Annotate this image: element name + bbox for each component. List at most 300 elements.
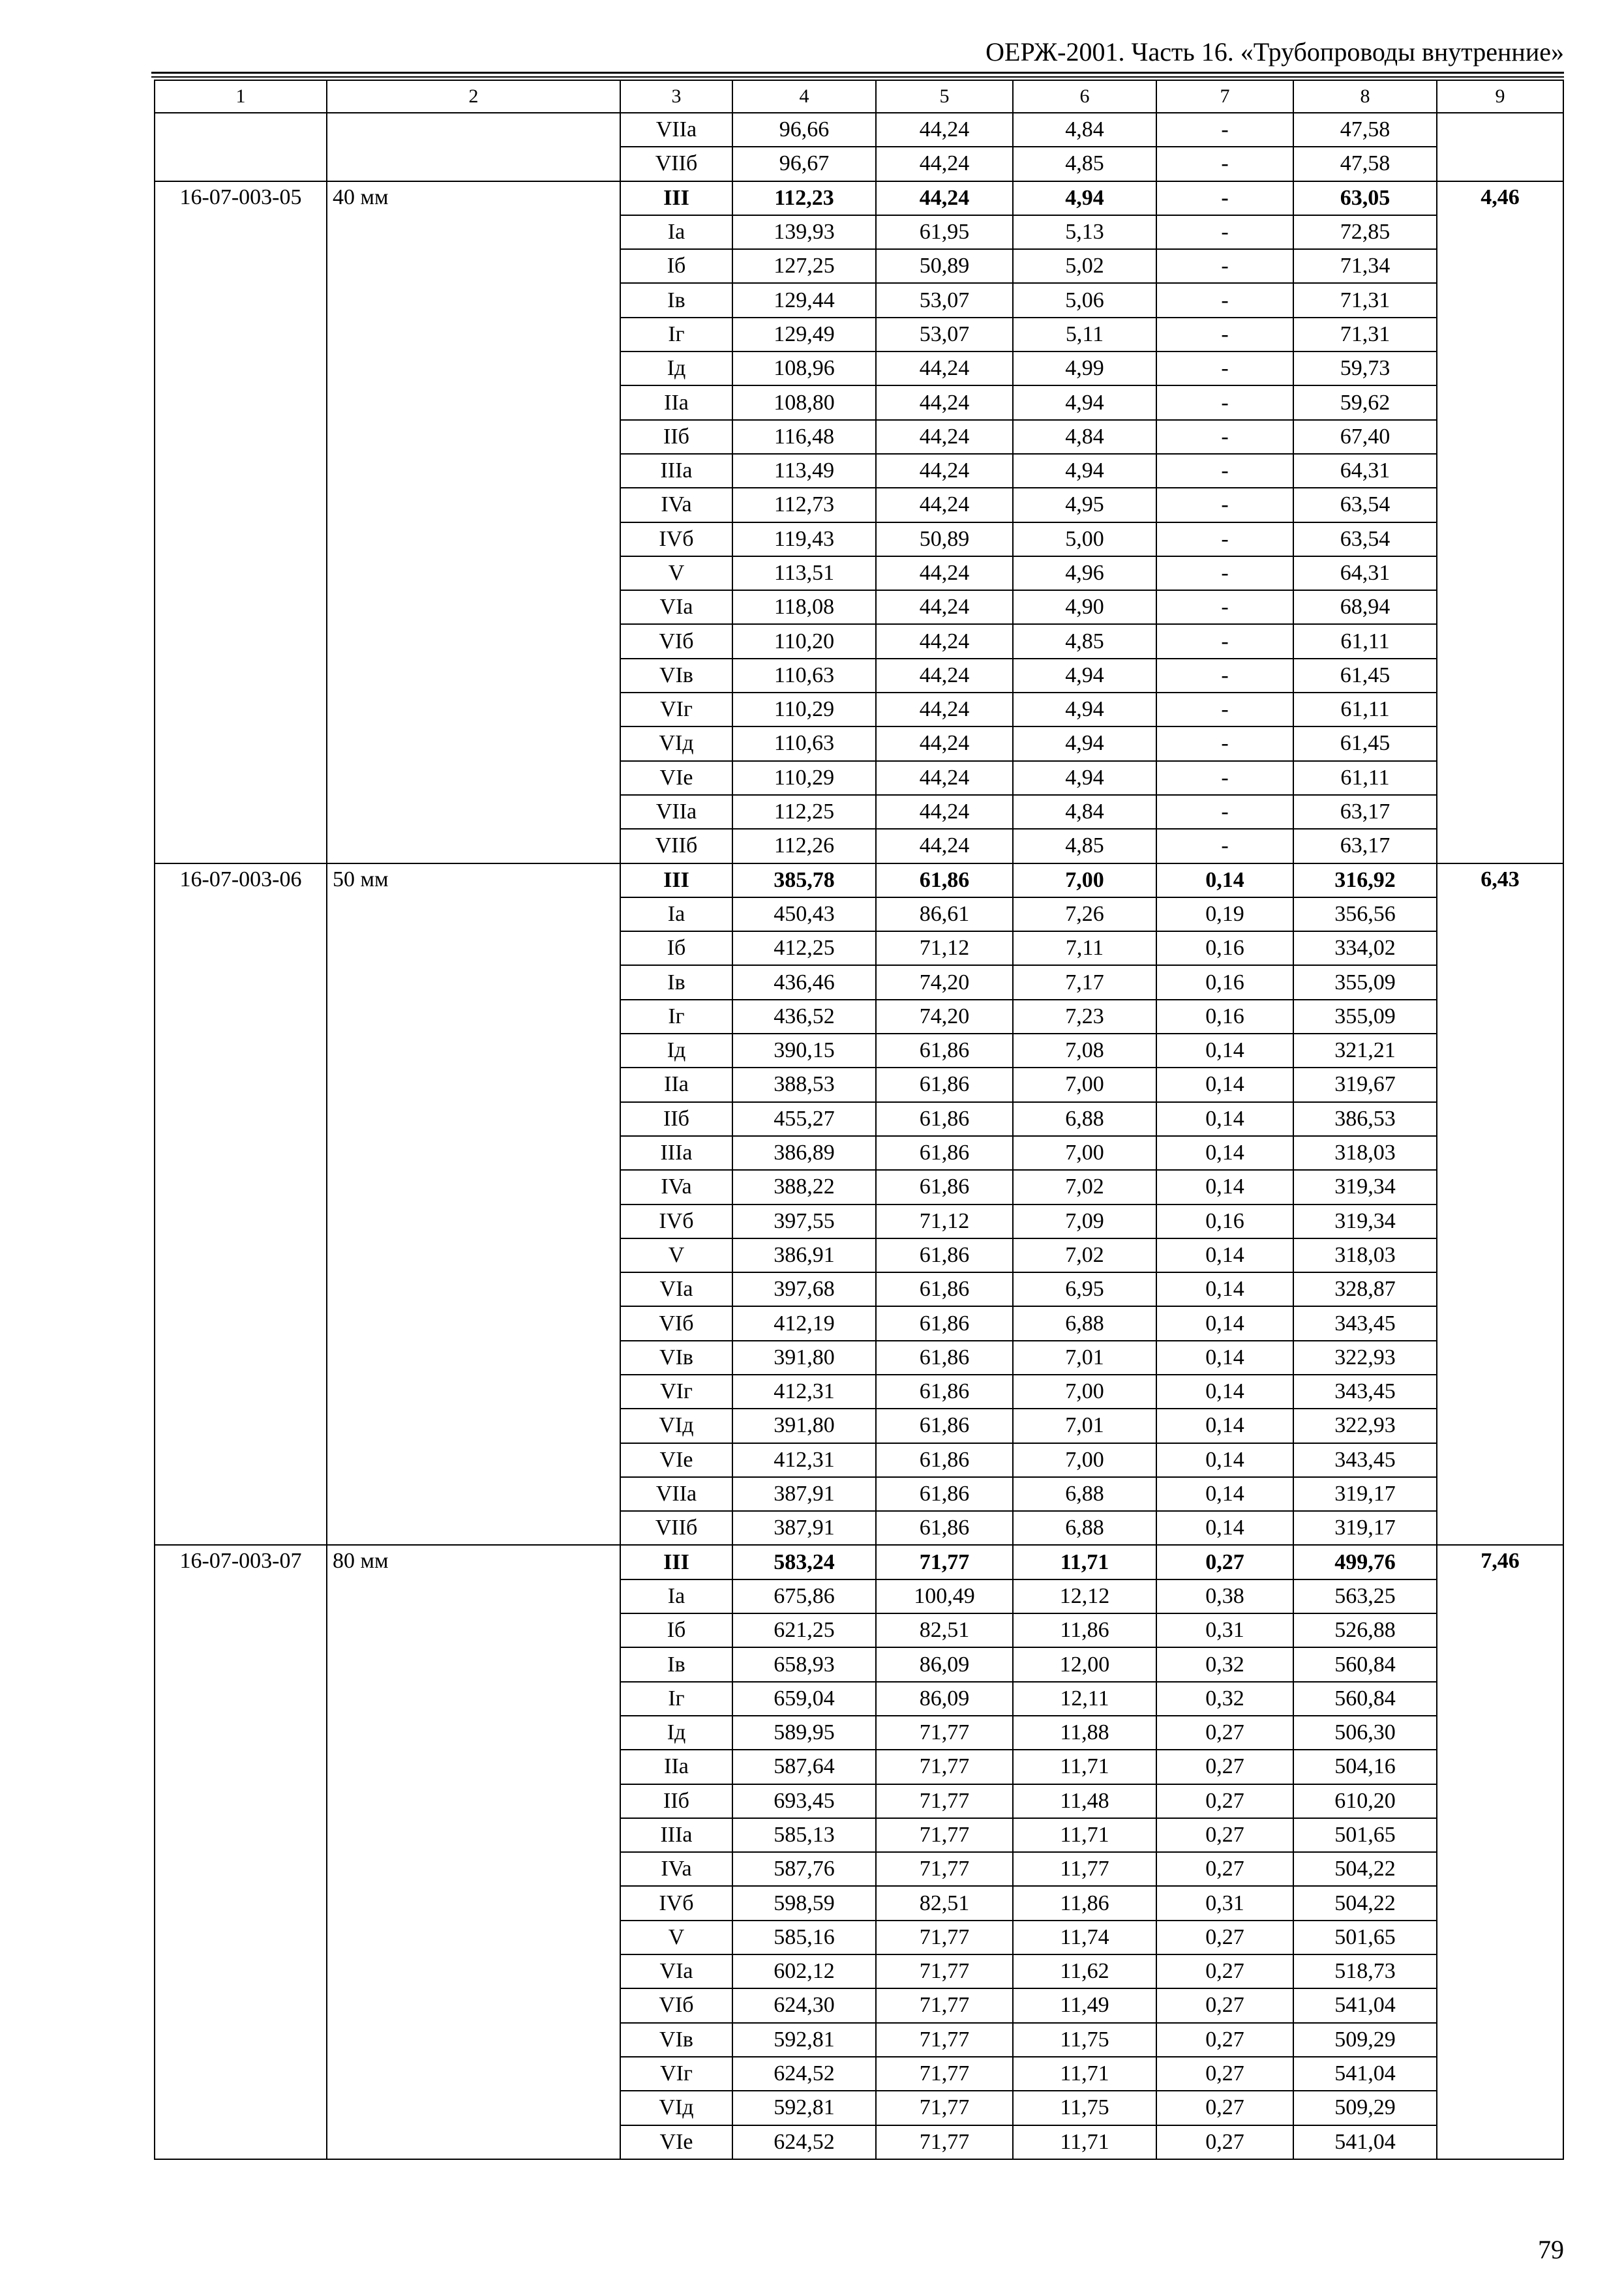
cost-machines: 12,00	[1013, 1647, 1156, 1681]
cost-machines: 7,09	[1013, 1204, 1156, 1238]
cost-wages: 86,61	[876, 897, 1013, 931]
cost-total: 108,80	[732, 385, 876, 419]
cost-machines: 7,17	[1013, 965, 1156, 999]
rate-code: 16-07-003-07	[155, 1545, 327, 2159]
cost-total: 386,89	[732, 1136, 876, 1170]
cost-wages: 71,12	[876, 931, 1013, 965]
cost-total: 583,24	[732, 1545, 876, 1579]
cost-total: 587,76	[732, 1852, 876, 1886]
cost-machinists-wages: 0,14	[1156, 1341, 1293, 1375]
cost-total: 129,49	[732, 318, 876, 352]
cost-machines: 4,94	[1013, 181, 1156, 215]
cost-wages: 44,24	[876, 624, 1013, 658]
zone-cell: VIa	[620, 1272, 732, 1306]
cost-machines: 4,94	[1013, 659, 1156, 693]
cost-machines: 6,88	[1013, 1477, 1156, 1511]
cost-wages: 61,86	[876, 1102, 1013, 1136]
cost-machines: 4,96	[1013, 556, 1156, 590]
cost-total: 110,63	[732, 659, 876, 693]
cost-machinists-wages: 0,14	[1156, 1443, 1293, 1477]
table-row	[155, 113, 1563, 147]
cost-machinists-wages: 0,27	[1156, 2091, 1293, 2125]
cost-wages: 61,86	[876, 1443, 1013, 1477]
rate-code: 16-07-003-05	[155, 181, 327, 863]
zone-cell: VIIa	[620, 113, 732, 147]
cost-machinists-wages: 0,27	[1156, 2023, 1293, 2057]
cost-wages: 71,12	[876, 1204, 1013, 1238]
zone-cell: Iг	[620, 318, 732, 352]
cost-total: 387,91	[732, 1511, 876, 1545]
cost-wages: 44,24	[876, 726, 1013, 760]
zone-cell: IIIa	[620, 454, 732, 488]
cost-wages: 71,77	[876, 1784, 1013, 1818]
cost-materials: 319,67	[1293, 1068, 1437, 1101]
cost-total: 624,30	[732, 1988, 876, 2022]
cost-machines: 4,94	[1013, 693, 1156, 726]
cost-wages: 61,86	[876, 1409, 1013, 1443]
cost-wages: 44,24	[876, 693, 1013, 726]
cost-machinists-wages: 0,32	[1156, 1647, 1293, 1681]
cost-machinists-wages: 0,14	[1156, 1068, 1293, 1101]
cost-wages: 44,24	[876, 352, 1013, 385]
zone-cell: IIIa	[620, 1136, 732, 1170]
cost-total: 110,29	[732, 761, 876, 795]
zone-cell: IIIa	[620, 1818, 732, 1852]
column-number: 3	[620, 80, 732, 113]
cost-materials: 504,22	[1293, 1852, 1437, 1886]
cost-total: 436,46	[732, 965, 876, 999]
cost-total: 675,86	[732, 1579, 876, 1613]
cost-machinists-wages: 0,19	[1156, 897, 1293, 931]
cost-total: 602,12	[732, 1954, 876, 1988]
cost-wages: 71,77	[876, 1921, 1013, 1954]
cost-materials: 316,92	[1293, 863, 1437, 897]
cost-total: 390,15	[732, 1034, 876, 1068]
zone-cell: VIг	[620, 1375, 732, 1409]
coefficient-cell	[1437, 113, 1563, 181]
cost-machines: 11,71	[1013, 2125, 1156, 2159]
cost-wages: 44,24	[876, 420, 1013, 454]
cost-wages: 61,86	[876, 1272, 1013, 1306]
cost-materials: 356,56	[1293, 897, 1437, 931]
rate-code: 16-07-003-06	[155, 863, 327, 1546]
cost-total: 110,29	[732, 693, 876, 726]
cost-machinists-wages: 0,31	[1156, 1886, 1293, 1920]
zone-cell: VIIб	[620, 147, 732, 181]
cost-machines: 6,88	[1013, 1511, 1156, 1545]
cost-total: 450,43	[732, 897, 876, 931]
zone-cell: VIe	[620, 2125, 732, 2159]
cost-wages: 61,86	[876, 1306, 1013, 1340]
cost-machines: 11,71	[1013, 1545, 1156, 1579]
cost-materials: 526,88	[1293, 1613, 1437, 1647]
zone-cell: VIIб	[620, 829, 732, 863]
zone-cell: IIб	[620, 1102, 732, 1136]
cost-wages: 71,77	[876, 1852, 1013, 1886]
cost-machines: 11,71	[1013, 1818, 1156, 1852]
cost-machines: 12,11	[1013, 1682, 1156, 1716]
cost-machines: 4,95	[1013, 488, 1156, 522]
cost-materials: 321,21	[1293, 1034, 1437, 1068]
cost-total: 110,63	[732, 726, 876, 760]
cost-machines: 5,00	[1013, 522, 1156, 556]
cost-materials: 72,85	[1293, 215, 1437, 249]
cost-total: 388,22	[732, 1170, 876, 1204]
zone-cell: III	[620, 863, 732, 897]
table-body	[155, 80, 1563, 2159]
cost-machines: 7,00	[1013, 1136, 1156, 1170]
cost-wages: 44,24	[876, 385, 1013, 419]
cost-materials: 560,84	[1293, 1682, 1437, 1716]
cost-machines: 4,94	[1013, 454, 1156, 488]
cost-machinists-wages: 0,14	[1156, 1136, 1293, 1170]
cost-total: 96,67	[732, 147, 876, 181]
column-number: 7	[1156, 80, 1293, 113]
cost-wages: 71,77	[876, 2057, 1013, 2091]
cost-machinists-wages: 0,14	[1156, 1477, 1293, 1511]
cost-materials: 59,62	[1293, 385, 1437, 419]
cost-wages: 44,24	[876, 181, 1013, 215]
cost-total: 658,93	[732, 1647, 876, 1681]
cost-total: 412,19	[732, 1306, 876, 1340]
zone-cell: VIд	[620, 2091, 732, 2125]
cost-total: 119,43	[732, 522, 876, 556]
zone-cell: VIв	[620, 659, 732, 693]
zone-cell: VIв	[620, 2023, 732, 2057]
cost-machines: 11,48	[1013, 1784, 1156, 1818]
cost-materials: 343,45	[1293, 1306, 1437, 1340]
page-number: 79	[1538, 2235, 1564, 2264]
price-table	[154, 80, 1564, 2160]
cost-total: 388,53	[732, 1068, 876, 1101]
cost-materials: 501,65	[1293, 1921, 1437, 1954]
zone-cell: IIa	[620, 1750, 732, 1784]
cost-machines: 7,02	[1013, 1170, 1156, 1204]
cost-machinists-wages: -	[1156, 352, 1293, 385]
cost-machines: 12,12	[1013, 1579, 1156, 1613]
cost-materials: 68,94	[1293, 590, 1437, 624]
cost-machines: 11,62	[1013, 1954, 1156, 1988]
cost-machines: 11,86	[1013, 1886, 1156, 1920]
cost-total: 386,91	[732, 1238, 876, 1272]
cost-total: 112,26	[732, 829, 876, 863]
cost-total: 108,96	[732, 352, 876, 385]
zone-cell: IVб	[620, 1886, 732, 1920]
zone-cell: Iб	[620, 931, 732, 965]
cost-machinists-wages: -	[1156, 624, 1293, 658]
cost-total: 391,80	[732, 1409, 876, 1443]
cost-machinists-wages: 0,14	[1156, 1238, 1293, 1272]
cost-machines: 5,06	[1013, 283, 1156, 317]
cost-materials: 318,03	[1293, 1136, 1437, 1170]
cost-machinists-wages: 0,27	[1156, 2125, 1293, 2159]
cost-wages: 82,51	[876, 1613, 1013, 1647]
cost-machinists-wages: 0,14	[1156, 1170, 1293, 1204]
cost-wages: 61,86	[876, 1136, 1013, 1170]
cost-wages: 71,77	[876, 1750, 1013, 1784]
cost-machines: 11,88	[1013, 1716, 1156, 1750]
cost-materials: 328,87	[1293, 1272, 1437, 1306]
cost-machinists-wages: -	[1156, 454, 1293, 488]
cost-machinists-wages: 0,14	[1156, 1306, 1293, 1340]
cost-total: 116,48	[732, 420, 876, 454]
cost-wages: 61,86	[876, 1375, 1013, 1409]
cost-wages: 74,20	[876, 1000, 1013, 1034]
cost-materials: 59,73	[1293, 352, 1437, 385]
zone-cell: VIa	[620, 590, 732, 624]
zone-cell: Ia	[620, 897, 732, 931]
coefficient-cell: 7,46	[1437, 1545, 1563, 2159]
cost-total: 455,27	[732, 1102, 876, 1136]
cost-total: 112,25	[732, 795, 876, 829]
cost-materials: 506,30	[1293, 1716, 1437, 1750]
zone-cell: V	[620, 1238, 732, 1272]
cost-total: 412,31	[732, 1375, 876, 1409]
cost-total: 387,91	[732, 1477, 876, 1511]
cost-materials: 63,54	[1293, 522, 1437, 556]
cost-machinists-wages: 0,16	[1156, 965, 1293, 999]
cost-materials: 64,31	[1293, 454, 1437, 488]
cost-total: 118,08	[732, 590, 876, 624]
cost-machinists-wages: 0,27	[1156, 1818, 1293, 1852]
cost-wages: 61,95	[876, 215, 1013, 249]
cost-machinists-wages: 0,27	[1156, 1716, 1293, 1750]
cost-total: 112,23	[732, 181, 876, 215]
cost-wages: 86,09	[876, 1682, 1013, 1716]
cost-machinists-wages: 0,27	[1156, 1921, 1293, 1954]
cost-wages: 50,89	[876, 522, 1013, 556]
cost-machines: 6,88	[1013, 1102, 1156, 1136]
cost-materials: 61,11	[1293, 761, 1437, 795]
cost-materials: 355,09	[1293, 1000, 1437, 1034]
cost-total: 436,52	[732, 1000, 876, 1034]
cost-materials: 322,93	[1293, 1409, 1437, 1443]
cost-materials: 355,09	[1293, 965, 1437, 999]
cost-machines: 5,02	[1013, 249, 1156, 283]
cost-machinists-wages: -	[1156, 590, 1293, 624]
cost-materials: 63,05	[1293, 181, 1437, 215]
cost-wages: 61,86	[876, 1034, 1013, 1068]
cost-machines: 4,90	[1013, 590, 1156, 624]
cost-machinists-wages: 0,27	[1156, 1988, 1293, 2022]
cost-total: 598,59	[732, 1886, 876, 1920]
cost-wages: 44,24	[876, 761, 1013, 795]
cost-machines: 5,11	[1013, 318, 1156, 352]
column-number-row	[155, 80, 1563, 113]
table-row	[155, 1545, 1563, 1579]
column-number: 6	[1013, 80, 1156, 113]
cost-wages: 71,77	[876, 1988, 1013, 2022]
cost-materials: 319,17	[1293, 1511, 1437, 1545]
cost-materials: 509,29	[1293, 2091, 1437, 2125]
cost-machinists-wages: 0,14	[1156, 1034, 1293, 1068]
cost-wages: 44,24	[876, 454, 1013, 488]
cost-materials: 64,31	[1293, 556, 1437, 590]
cost-wages: 44,24	[876, 795, 1013, 829]
cost-machinists-wages: -	[1156, 147, 1293, 181]
cost-machines: 4,94	[1013, 726, 1156, 760]
cost-total: 96,66	[732, 113, 876, 147]
cost-machines: 11,74	[1013, 1921, 1156, 1954]
cost-materials: 61,11	[1293, 624, 1437, 658]
cost-machinists-wages: 0,27	[1156, 1545, 1293, 1579]
zone-cell: IVб	[620, 522, 732, 556]
zone-cell: Iб	[620, 1613, 732, 1647]
zone-cell: Iд	[620, 1034, 732, 1068]
cost-machines: 4,94	[1013, 385, 1156, 419]
cost-total: 585,13	[732, 1818, 876, 1852]
cost-machinists-wages: 0,38	[1156, 1579, 1293, 1613]
zone-cell: VIд	[620, 726, 732, 760]
table-row	[155, 181, 1563, 215]
cost-total: 129,44	[732, 283, 876, 317]
zone-cell: Iв	[620, 965, 732, 999]
cost-machines: 7,00	[1013, 1443, 1156, 1477]
zone-cell: VIг	[620, 2057, 732, 2091]
cost-wages: 44,24	[876, 829, 1013, 863]
cost-total: 592,81	[732, 2091, 876, 2125]
zone-cell: Iв	[620, 283, 732, 317]
cost-machines: 11,86	[1013, 1613, 1156, 1647]
cost-materials: 334,02	[1293, 931, 1437, 965]
cost-machinists-wages: 0,14	[1156, 1272, 1293, 1306]
cost-materials: 61,11	[1293, 693, 1437, 726]
cost-materials: 504,16	[1293, 1750, 1437, 1784]
cost-machines: 4,84	[1013, 113, 1156, 147]
cost-wages: 61,86	[876, 1170, 1013, 1204]
cost-machinists-wages: -	[1156, 318, 1293, 352]
cost-machines: 7,23	[1013, 1000, 1156, 1034]
cost-wages: 61,86	[876, 1068, 1013, 1101]
cost-machinists-wages: -	[1156, 795, 1293, 829]
zone-cell: VIe	[620, 1443, 732, 1477]
cost-wages: 100,49	[876, 1579, 1013, 1613]
cost-materials: 63,17	[1293, 829, 1437, 863]
cost-machines: 4,94	[1013, 761, 1156, 795]
cost-materials: 386,53	[1293, 1102, 1437, 1136]
cost-materials: 501,65	[1293, 1818, 1437, 1852]
column-number: 5	[876, 80, 1013, 113]
cost-wages: 71,77	[876, 2125, 1013, 2159]
cost-wages: 61,86	[876, 1238, 1013, 1272]
pipe-diameter: 80 мм	[327, 1545, 620, 2159]
zone-cell: III	[620, 181, 732, 215]
column-number: 9	[1437, 80, 1563, 113]
cost-machinists-wages: 0,14	[1156, 863, 1293, 897]
cost-machinists-wages: -	[1156, 215, 1293, 249]
cost-machinists-wages: -	[1156, 420, 1293, 454]
cost-total: 412,25	[732, 931, 876, 965]
cost-total: 585,16	[732, 1921, 876, 1954]
cost-materials: 322,93	[1293, 1341, 1437, 1375]
cost-machines: 7,00	[1013, 1375, 1156, 1409]
cost-machinists-wages: 0,16	[1156, 1000, 1293, 1034]
page-header-title: ОЕРЖ-2001. Часть 16. «Трубопроводы внутренние»	[985, 37, 1564, 67]
cost-materials: 71,34	[1293, 249, 1437, 283]
cost-total: 624,52	[732, 2125, 876, 2159]
cost-materials: 318,03	[1293, 1238, 1437, 1272]
zone-cell: Iв	[620, 1647, 732, 1681]
cost-total: 397,68	[732, 1272, 876, 1306]
cost-machines: 11,75	[1013, 2091, 1156, 2125]
cost-machines: 4,84	[1013, 795, 1156, 829]
zone-cell: Ia	[620, 215, 732, 249]
cost-machines: 11,75	[1013, 2023, 1156, 2057]
zone-cell: IVб	[620, 1204, 732, 1238]
cost-machines: 4,85	[1013, 829, 1156, 863]
rate-code	[155, 113, 327, 181]
zone-cell: IIб	[620, 420, 732, 454]
zone-cell: Iг	[620, 1682, 732, 1716]
cost-machinists-wages: -	[1156, 488, 1293, 522]
cost-materials: 509,29	[1293, 2023, 1437, 2057]
cost-total: 112,73	[732, 488, 876, 522]
cost-wages: 61,86	[876, 1477, 1013, 1511]
cost-machines: 6,88	[1013, 1306, 1156, 1340]
cost-wages: 44,24	[876, 113, 1013, 147]
cost-total: 113,51	[732, 556, 876, 590]
cost-materials: 504,22	[1293, 1886, 1437, 1920]
cost-total: 693,45	[732, 1784, 876, 1818]
cost-materials: 47,58	[1293, 147, 1437, 181]
zone-cell: IVa	[620, 488, 732, 522]
cost-wages: 71,77	[876, 1954, 1013, 1988]
cost-machines: 4,85	[1013, 147, 1156, 181]
column-number: 8	[1293, 80, 1437, 113]
zone-cell: VIд	[620, 1409, 732, 1443]
zone-cell: VIб	[620, 1988, 732, 2022]
cost-machines: 5,13	[1013, 215, 1156, 249]
cost-machines: 4,99	[1013, 352, 1156, 385]
cost-materials: 319,34	[1293, 1204, 1437, 1238]
cost-wages: 44,24	[876, 147, 1013, 181]
cost-machines: 7,01	[1013, 1409, 1156, 1443]
header-rule-thin	[151, 76, 1564, 78]
cost-materials: 610,20	[1293, 1784, 1437, 1818]
cost-wages: 44,24	[876, 659, 1013, 693]
cost-machines: 7,02	[1013, 1238, 1156, 1272]
cost-machinists-wages: -	[1156, 556, 1293, 590]
cost-wages: 71,77	[876, 1716, 1013, 1750]
cost-machinists-wages: -	[1156, 522, 1293, 556]
zone-cell: IIa	[620, 385, 732, 419]
cost-machinists-wages: -	[1156, 113, 1293, 147]
cost-materials: 541,04	[1293, 1988, 1437, 2022]
cost-total: 127,25	[732, 249, 876, 283]
zone-cell: Ia	[620, 1579, 732, 1613]
cost-materials: 563,25	[1293, 1579, 1437, 1613]
cost-materials: 499,76	[1293, 1545, 1437, 1579]
cost-materials: 71,31	[1293, 283, 1437, 317]
zone-cell: VIe	[620, 761, 732, 795]
cost-wages: 53,07	[876, 283, 1013, 317]
column-number: 4	[732, 80, 876, 113]
cost-total: 397,55	[732, 1204, 876, 1238]
column-number: 2	[327, 80, 620, 113]
cost-machines: 4,85	[1013, 624, 1156, 658]
cost-wages: 86,09	[876, 1647, 1013, 1681]
cost-materials: 63,54	[1293, 488, 1437, 522]
cost-materials: 61,45	[1293, 659, 1437, 693]
cost-machines: 4,84	[1013, 420, 1156, 454]
cost-total: 391,80	[732, 1341, 876, 1375]
cost-total: 659,04	[732, 1682, 876, 1716]
cost-total: 412,31	[732, 1443, 876, 1477]
pipe-diameter: 50 мм	[327, 863, 620, 1546]
cost-materials: 541,04	[1293, 2057, 1437, 2091]
cost-machinists-wages: 0,14	[1156, 1409, 1293, 1443]
cost-wages: 61,86	[876, 1511, 1013, 1545]
